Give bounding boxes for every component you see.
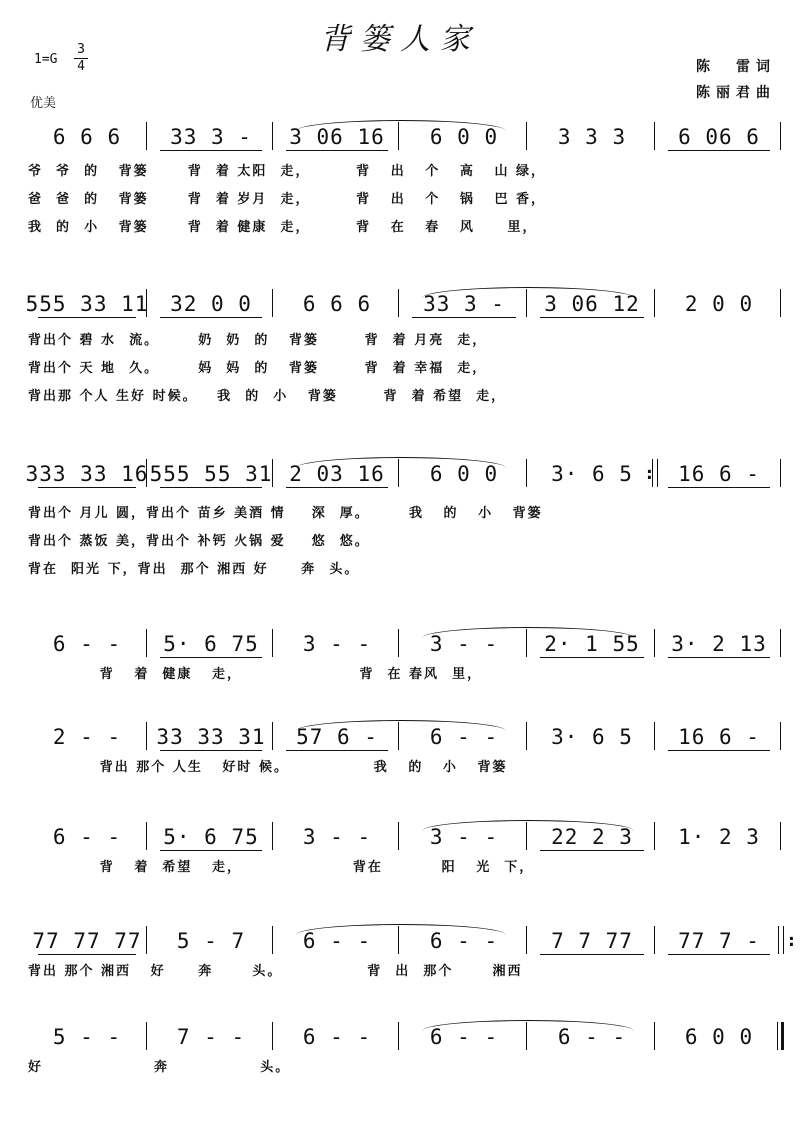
barline [146,629,147,657]
measure-4: 3 - - [429,825,499,849]
repeat-sign: : [786,930,797,951]
lyric-line-1: 背 着 健康 走， 背 在 春风 里， [28,667,483,682]
barline [526,722,527,750]
measure-2: 5 - 7 [176,929,246,953]
tempo-marking: 优美 [30,96,57,111]
beam-line [38,487,136,488]
lyric-line-1: 背出个 月儿 圆，背出个 苗乡 美酒 情 深 厚。 我 的 小 背篓 [28,506,543,521]
measure-2: 5· 6 75 [163,825,259,849]
measure-1: 555 33 11 [25,292,149,316]
barline [654,629,655,657]
measure-4: 6 0 0 [429,462,499,486]
measure-5: 3· 6 5 [551,462,633,486]
lyric-line-1: 好 奔 头。 [28,1060,291,1075]
barline [780,822,781,850]
beam-line [38,954,136,955]
measure-4: 6 0 0 [429,125,499,149]
system-3 [0,455,800,577]
system-4 [0,625,800,733]
measure-2: 33 33 31 [156,725,266,749]
key-signature: 1=G [34,52,58,67]
measure-3: 6 - - [302,929,372,953]
lyric-line-3: 背在 阳光 下，背出 那个 湘西 好 奔 头。 [28,562,360,577]
barline [654,822,655,850]
slur-mark [296,720,506,731]
beam-line [668,954,770,955]
measure-3: 3 - - [302,632,372,656]
barline [398,1022,399,1050]
notation-row [0,625,800,661]
measure-2: 7 - - [176,1025,246,1049]
measure-4: 6 - - [429,929,499,953]
system-2 [0,285,800,404]
lyricist-credit: 陈 雷词 [696,59,776,75]
barline [146,722,147,750]
beam-line [668,487,770,488]
notation-row [0,818,800,854]
barline [780,459,781,487]
measure-1: 6 - - [52,632,122,656]
measure-5: 22 2 3 [551,825,633,849]
final-barline [777,1022,784,1050]
slur-mark [296,120,506,131]
measure-4: 3 - - [429,632,499,656]
lyric-line-1: 背 着 希望 走， 背在 阳 光 下， [28,860,535,875]
measure-1: 6 6 6 [52,125,122,149]
slur-mark [296,924,506,935]
barline [654,289,655,317]
beam-line [668,750,770,751]
beam-line [668,657,770,658]
slur-mark [422,1020,634,1031]
song-title: 背篓人家 [320,22,480,57]
measure-6: 16 6 - [678,725,760,749]
measure-5: 3· 6 5 [551,725,633,749]
barline [526,122,527,150]
beam-line [286,487,388,488]
barline [272,629,273,657]
measure-5: 2· 1 55 [544,632,640,656]
measure-5: 7 7 77 [551,929,633,953]
measure-6: 1· 2 3 [678,825,760,849]
beam-line [160,657,262,658]
barline [146,289,147,317]
barline [654,926,655,954]
time-signature-top: 3 [77,42,85,57]
measure-6: 16 6 - [678,462,760,486]
beam-line [160,487,262,488]
barline [146,459,147,487]
system-6 [0,818,800,926]
beam-line [540,954,644,955]
beam-line [160,850,262,851]
lyric-line-3: 我 的 小 背篓 背 着 健康 走， 背 在 春 风 里， [28,220,538,235]
barline [272,926,273,954]
measure-1: 5 - - [52,1025,122,1049]
notation-row [0,718,800,754]
system-8 [0,1018,800,1126]
barline [780,722,781,750]
beam-line [540,317,644,318]
measure-3: 3 06 16 [289,125,385,149]
beam-line [160,317,262,318]
beam-line [412,317,516,318]
lyric-line-1: 爷 爷 的 背篓 背 着 太阳 走， 背 出 个 高 山 绿， [28,164,546,179]
barline [146,1022,147,1050]
time-signature [74,42,88,75]
barline [654,1022,655,1050]
barline [780,122,781,150]
notation-row [0,455,800,491]
measure-3: 3 - - [302,825,372,849]
slur-mark [422,627,634,638]
slur-mark [296,457,506,468]
barline [146,926,147,954]
barline [780,289,781,317]
repeat-sign: : [644,463,655,484]
measure-1: 2 - - [52,725,122,749]
measure-3: 2 03 16 [289,462,385,486]
barline [272,122,273,150]
measure-4: 6 - - [429,1025,499,1049]
beam-line [286,150,388,151]
measure-5: 6 - - [557,1025,627,1049]
measure-2: 555 55 31 [149,462,273,486]
system-5 [0,718,800,826]
beam-line [160,750,262,751]
system-1 [0,118,800,235]
measure-6: 6 06 6 [678,125,760,149]
barline [146,822,147,850]
time-signature-bottom: 4 [74,58,88,75]
barline [272,822,273,850]
notation-row [0,922,800,958]
measure-1: 333 33 16 [25,462,149,486]
lyric-line-2: 背出个 蒸饭 美，背出个 补钙 火锅 爱 悠 悠。 [28,534,370,549]
notation-row [0,118,800,154]
lyric-line-1: 背出个 碧 水 流。 奶 奶 的 背篓 背 着 月亮 走， [28,333,488,348]
lyric-line-2: 爸 爸 的 背篓 背 着 岁月 走， 背 出 个 锅 巴 香， [28,192,546,207]
slur-mark [422,820,634,831]
measure-3: 6 6 6 [302,292,372,316]
lyric-line-3: 背出那 个人 生好 时候。 我 的 小 背篓 背 着 希望 走， [28,389,507,404]
beam-line [668,150,770,151]
beam-line [540,850,644,851]
barline [654,722,655,750]
beam-line [540,657,644,658]
barline [272,289,273,317]
barline [398,289,399,317]
barline [398,629,399,657]
slur-mark [422,287,634,298]
measure-1: 6 - - [52,825,122,849]
measure-3: 57 6 - [296,725,378,749]
measure-2: 5· 6 75 [163,632,259,656]
system-7 [0,922,800,1030]
measure-6: 6 0 0 [684,1025,754,1049]
beam-line [286,750,388,751]
barline [398,822,399,850]
lyric-line-2: 背出个 天 地 久。 妈 妈 的 背篓 背 着 幸福 走， [28,361,488,376]
barline [654,122,655,150]
measure-4: 33 3 - [423,292,505,316]
barline [272,1022,273,1050]
barline [526,459,527,487]
measure-2: 33 3 - [170,125,252,149]
measure-3: 6 - - [302,1025,372,1049]
measure-6: 2 0 0 [684,292,754,316]
barline [780,629,781,657]
measure-2: 32 0 0 [170,292,252,316]
barline [272,459,273,487]
lyric-line-1: 背出 那个 人生 好时 候。 我 的 小 背篓 [28,760,508,775]
beam-line [38,317,136,318]
barline [526,926,527,954]
measure-6: 77 7 - [678,929,760,953]
composer-credit: 陈丽君曲 [696,85,776,101]
notation-row [0,1018,800,1054]
measure-6: 3· 2 13 [671,632,767,656]
lyric-line-1: 背出 那个 湘西 好 奔 头。 背 出 那个 湘西 [28,964,523,979]
beam-line [160,150,262,151]
notation-row [0,285,800,321]
measure-4: 6 - - [429,725,499,749]
measure-5: 3 06 12 [544,292,640,316]
measure-5: 3 3 3 [557,125,627,149]
barline [146,122,147,150]
measure-1: 77 77 77 [32,929,142,953]
repeat-barline [778,926,784,954]
barline [272,722,273,750]
